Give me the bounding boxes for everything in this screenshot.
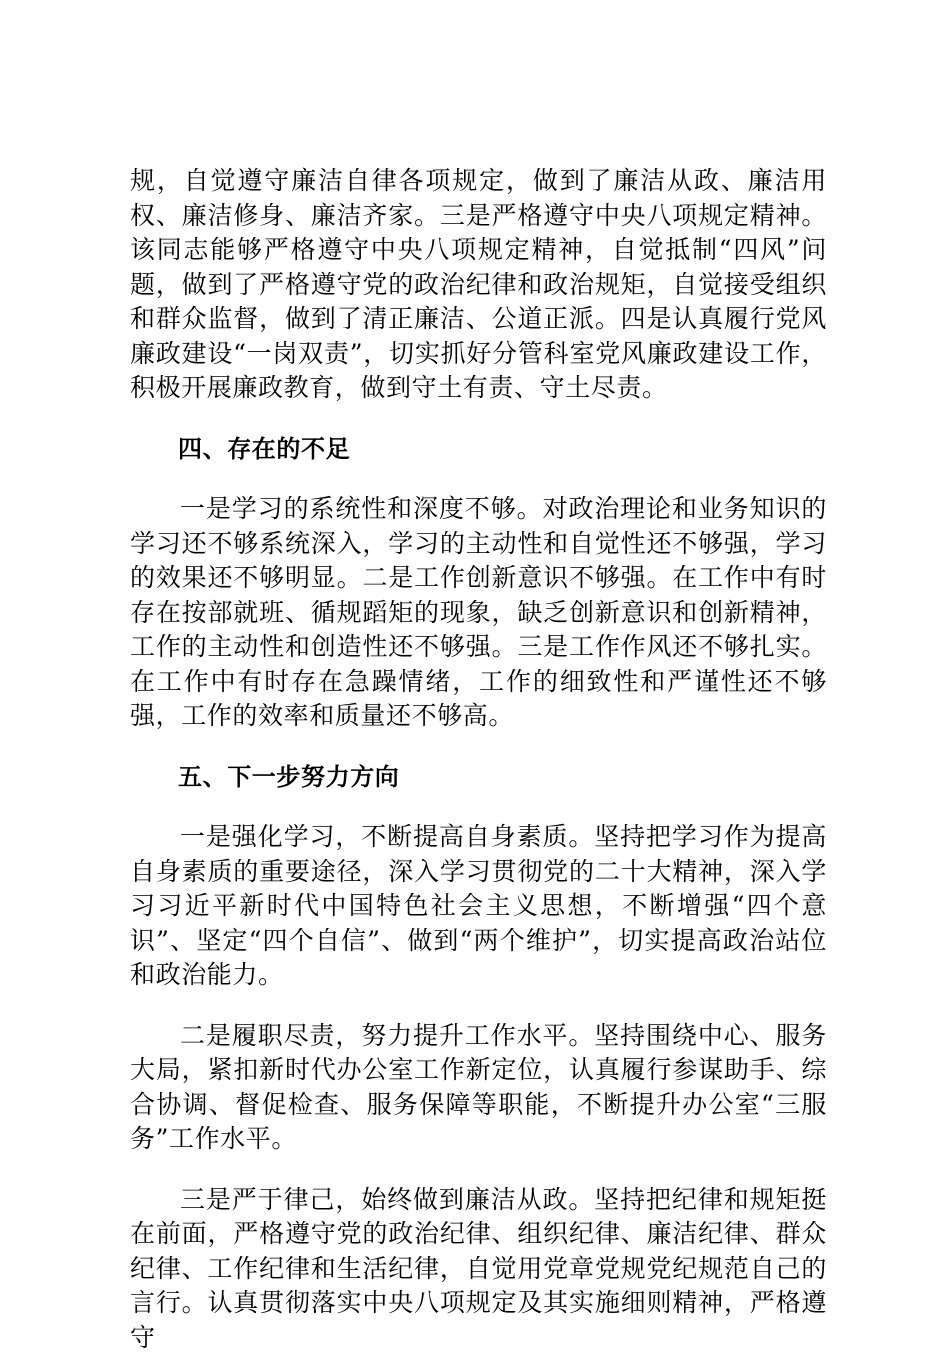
section-heading-shortcomings: 四、存在的不足: [130, 432, 827, 467]
paragraph-next-step-discipline: 三是严于律己，始终做到廉洁从政。坚持把纪律和规矩挺在前面，严格遵守党的政治纪律、组织纪律、廉洁纪律、群众纪律、工作纪律和生活纪律，自觉用党章党规党纪规范自己的言行。认真贯彻落实中央八项规定及其实施细则精神，严格遵守: [130, 1183, 827, 1355]
paragraph-continued: 规，自觉遵守廉洁自律各项规定，做到了廉洁从政、廉洁用权、廉洁修身、廉洁齐家。三是严格遵守中央八项规定精神。该同志能够严格遵守中央八项规定精神，自觉抵制“四风”问题，做到了严格遵守党的政治纪律和政治规矩，自觉接受组织和群众监督，做到了清正廉洁、公道正派。四是认真履行党风廉政建设“一岗双责”，切实抓好分管科室党风廉政建设工作，积极开展廉政教育，做到守土有责、守土尽责。: [130, 164, 827, 406]
paragraph-shortcomings: 一是学习的系统性和深度不够。对政治理论和业务知识的学习还不够系统深入，学习的主动性和自觉性还不够强，学习的效果还不够明显。二是工作创新意识不够强。在工作中有时存在按部就班、循规蹈矩的现象，缺乏创新意识和创新精神，工作的主动性和创造性还不够强。三是工作作风还不够扎实。在工作中有时存在急躁情绪，工作的细致性和严谨性还不够强，工作的效率和质量还不够高。: [130, 492, 827, 734]
paragraph-next-step-study: 一是强化学习，不断提高自身素质。坚持把学习作为提高自身素质的重要途径，深入学习贯彻党的二十大精神，深入学习习近平新时代中国特色社会主义思想，不断增强“四个意识”、坚定“四个自信”、做到“两个维护”，切实提高政治站位和政治能力。: [130, 820, 827, 993]
section-heading-next-steps: 五、下一步努力方向: [130, 760, 827, 795]
document-page: [130, 164, 827, 1355]
paragraph-next-step-duty: 二是履职尽责，努力提升工作水平。坚持围绕中心、服务大局，紧扣新时代办公室工作新定位，认真履行参谋助手、综合协调、督促检查、服务保障等职能，不断提升办公室“三服务”工作水平。: [130, 1019, 827, 1157]
